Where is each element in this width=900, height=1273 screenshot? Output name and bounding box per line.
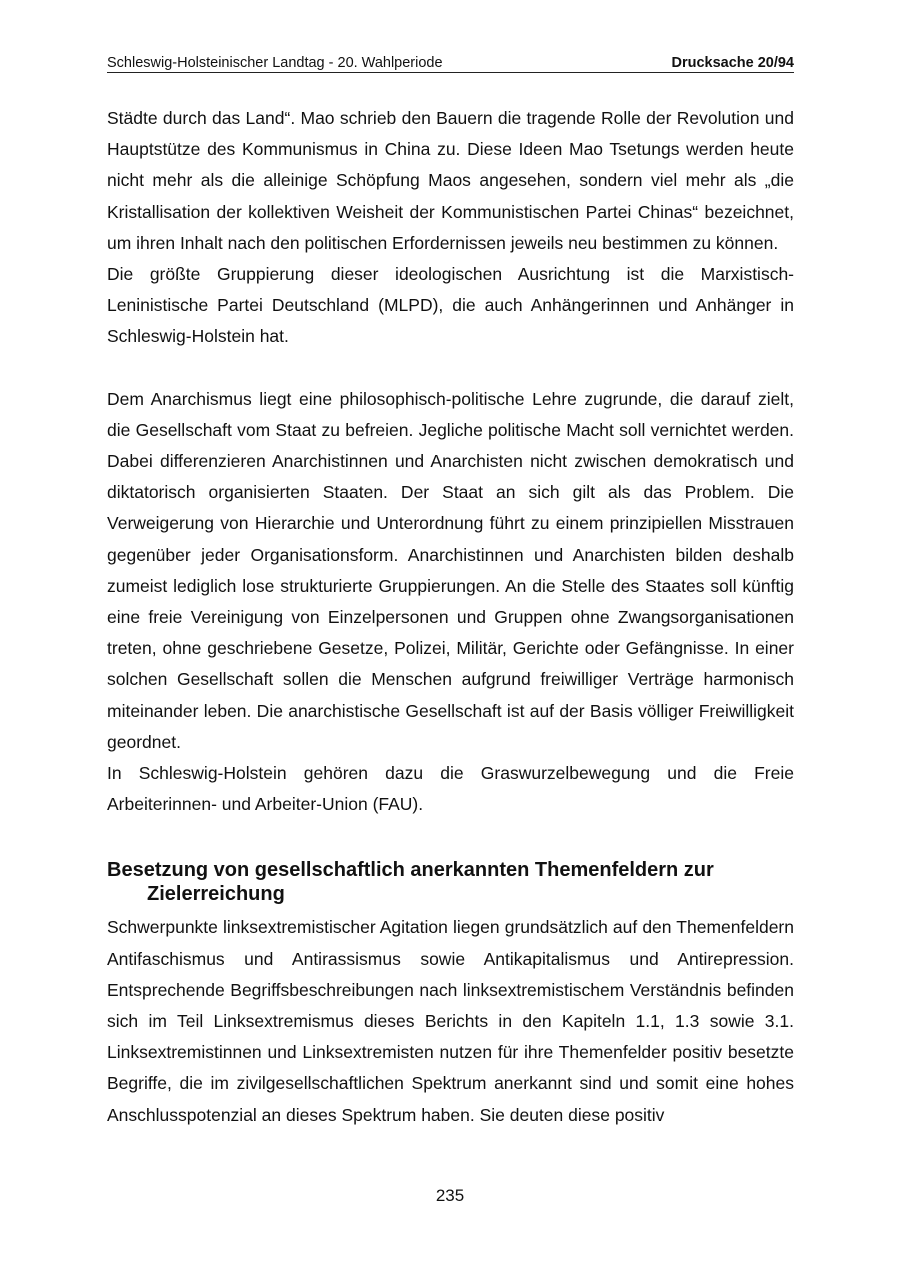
section-spacer: [107, 820, 794, 858]
paragraph-anarchism: Dem Anarchismus liegt eine philosophisch-politische Lehre zugrunde, die darauf zielt, die Gesellschaft vom Staat zu befreien. Jegliche politische Macht soll vernichtet werden. Dabei differenzieren Anarchistinnen und Anarchisten nicht zwischen demokratisch und diktatorisch organisierten Staaten. Der Staat an sich gilt als das Problem. Die Verweigerung von Hierarchie und Unterordnung führt zu einem prinzipiellen Misstrauen gegenüber jeder Organisationsform. Anarchistinnen und Anarchisten bilden deshalb zumeist lediglich lose strukturierte Gruppierungen. An die Stelle des Staates soll künftig eine freie Vereinigung von Einzelpersonen und Gruppen ohne Zwangsorganisationen treten, ohne geschriebene Gesetze, Polizei, Militär, Gerichte oder Gefängnisse. In einer solchen Gesellschaft sollen die Menschen aufgrund freiwilliger Verträge harmonisch miteinander leben. Die anarchistische Gesellschaft ist auf der Basis völliger Freiwilligkeit geordnet.: [107, 388, 794, 752]
paragraph-themenfelder: Schwerpunkte linksextremistischer Agitation liegen grundsätzlich auf den Themenfeldern Antifaschismus und Antirassismus sowie Antikapitalismus und Antirepression. Entsprechende Begriffsbeschreibungen nach linksextremistischem Verständnis befinden sich im Teil Linksextremismus dieses Berichts in den Kapiteln 1.1, 1.3 sowie 3.1. Linksextremistinnen und Linksextremisten nutzen für ihre Themenfelder positiv besetzte Begriffe, die im zivilgesellschaftlichen Spektrum anerkannt sind und somit eine hohes Anschlusspotenzial an dieses Spektrum haben. Sie deuten diese positiv: [107, 917, 794, 1125]
paragraph-schleswig-holstein-groups: In Schleswig-Holstein gehören dazu die Graswurzelbewegung und die Freie Arbeiterinnen- und Arbeiter-Union (FAU).: [107, 763, 794, 815]
header-document-title: Schleswig-Holsteinischer Landtag - 20. Wahlperiode: [107, 55, 443, 71]
paragraph-mlpd: Die größte Gruppierung dieser ideologischen Ausrichtung ist die Marxistisch-Leninistische Partei Deutschland (MLPD), die auch Anhängerinnen und Anhänger in Schleswig-Holstein hat.: [107, 264, 794, 347]
header-drucksache-number: Drucksache 20/94: [671, 55, 794, 71]
paragraph-mao-ideas: Städte durch das Land“. Mao schrieb den Bauern die tragende Rolle der Revolution und Hauptstütze des Kommunismus in China zu. Diese Ideen Mao Tsetungs werden heute nicht mehr als die alleinige Schöpfung Maos angesehen, sondern viel mehr als „die Kristallisation der kollektiven Weisheit der Kommunistischen Partei Chinas“ bezeichnet, um ihren Inhalt nach den politischen Erfordernissen jeweils neu bestimmen zu können.: [107, 108, 794, 253]
page-header: [107, 54, 794, 73]
page-number: 235: [435, 1186, 465, 1205]
document-body: [107, 103, 794, 1131]
paragraph-spacer: [107, 353, 794, 384]
section-heading: Besetzung von gesellschaftlich anerkannten Themenfeldern zur Zielerreichung: [107, 859, 714, 906]
